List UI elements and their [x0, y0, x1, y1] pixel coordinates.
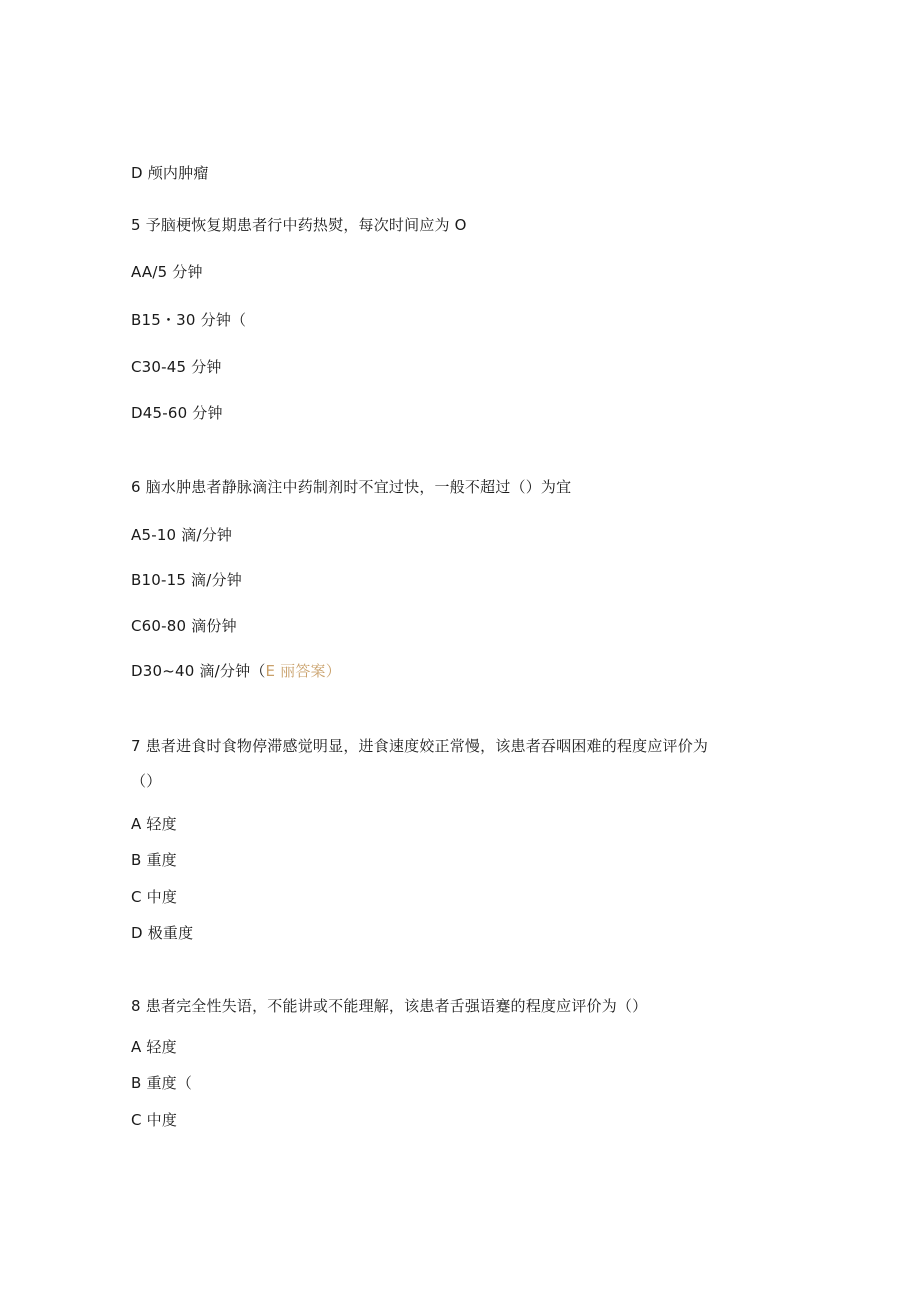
q7-option-a: A 轻度	[131, 815, 177, 833]
q6-option-c: C60-80 滴份钟	[131, 617, 237, 635]
q6-option-d	[131, 661, 341, 681]
q7-question-line2: （）	[131, 772, 162, 790]
q6-option-a: A5-10 滴/分钟	[131, 526, 233, 544]
q7-question-line1: 7 患者进食时食物停滞感觉明显，进食速度姣正常慢，该患者吞咽困难的程度应评价为	[131, 737, 709, 755]
q7-option-d: D 极重度	[131, 924, 194, 942]
q4-option-d: D 颅内肿瘤	[131, 164, 209, 182]
q7-option-b: B 重度	[131, 851, 177, 869]
q8-question: 8 患者完全性失语，不能讲或不能理解，该患者舌强语蹇的程度应评价为（）	[131, 997, 648, 1015]
q5-option-d: D45-60 分钟	[131, 404, 223, 422]
q6-option-b: B10-15 滴/分钟	[131, 571, 242, 589]
q7-option-c: C 中度	[131, 888, 178, 906]
q6-question: 6 脑水肿患者静脉滴注中药制剂时不宜过快，一般不超过（）为宜	[131, 478, 572, 496]
q5-option-a: AA/5 分钟	[131, 263, 203, 281]
q8-option-b: B 重度（	[131, 1074, 193, 1092]
q5-option-b: B15・30 分钟（	[131, 311, 247, 329]
q5-option-c: C30-45 分钟	[131, 358, 222, 376]
q8-option-c: C 中度	[131, 1111, 178, 1129]
q8-option-a: A 轻度	[131, 1038, 177, 1056]
q6-answer-mark: E 丽答案）	[265, 662, 341, 680]
q6-option-d-text: D30~40 滴/分钟（	[131, 662, 266, 680]
q5-question: 5 予脑梗恢复期患者行中药热熨，每次时间应为 O	[131, 216, 467, 234]
